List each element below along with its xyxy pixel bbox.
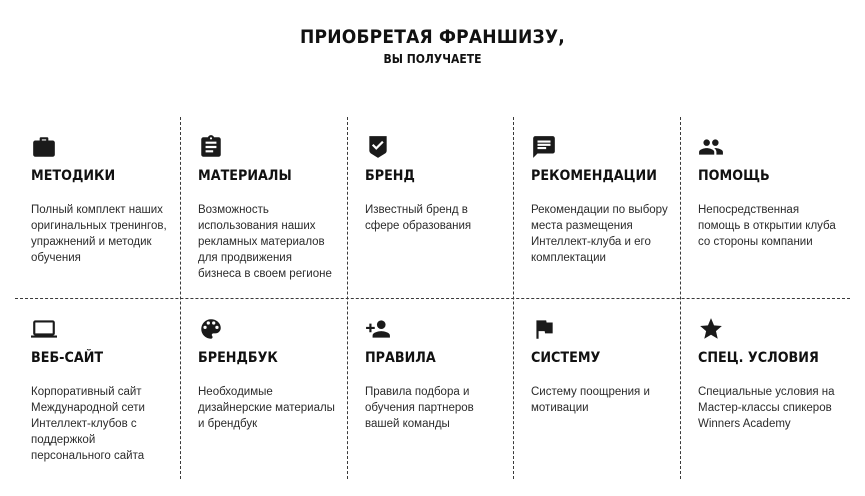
benefit-title: БРЕНД — [365, 168, 415, 184]
benefit-description: Необходимые дизайнерские материалы и брендбук — [198, 386, 335, 430]
benefit-title: РЕКОМЕНДАЦИИ — [531, 168, 657, 184]
benefit-description: Корпоративный сайт Международной сети Интеллект-клубов с поддержкой персонального сайта — [31, 386, 145, 462]
benefit-title: МЕТОДИКИ — [31, 168, 116, 184]
benefit-description: Непосредственная помощь в открытии клуба со стороны компании — [698, 204, 836, 248]
palette-icon — [198, 316, 224, 342]
benefit-card-recommendations — [531, 134, 681, 266]
page-title: ПРИОБРЕТАЯ ФРАНШИЗУ, — [300, 26, 565, 48]
benefit-title: БРЕНДБУК — [198, 350, 278, 366]
briefcase-icon — [31, 134, 57, 160]
benefit-description: Известный бренд в сфере образования — [365, 204, 472, 232]
benefit-description: Возможность использования наших рекламных материалов для продвижения бизнеса в своем регионе — [198, 204, 332, 280]
benefit-title: ПОМОЩЬ — [698, 168, 770, 184]
benefits-grid — [15, 117, 850, 479]
benefit-card-methods — [31, 134, 181, 266]
flag-icon — [531, 316, 557, 342]
benefit-title: СПЕЦ. УСЛОВИЯ — [698, 350, 819, 366]
people-icon — [698, 134, 724, 160]
page-subtitle: ВЫ ПОЛУЧАЕТЕ — [383, 52, 482, 66]
benefit-description: Правила подбора и обучения партнеров вашей команды — [365, 386, 474, 430]
benefit-card-materials — [198, 134, 348, 282]
benefit-card-system — [531, 316, 681, 416]
benefit-title: ВЕБ-САЙТ — [31, 350, 104, 366]
benefit-description: Полный комплект наших оригинальных тренингов, упражнений и методик обучения — [31, 204, 167, 264]
benefit-title: МАТЕРИАЛЫ — [198, 168, 292, 184]
star-icon — [698, 316, 724, 342]
benefit-card-website — [31, 316, 181, 464]
benefit-card-brandbook — [198, 316, 348, 432]
benefit-card-rules — [365, 316, 515, 432]
row-divider — [15, 298, 850, 299]
benefit-title: СИСТЕМУ — [531, 350, 601, 366]
message-icon — [531, 134, 557, 160]
benefit-description: Специальные условия на Мастер-классы спикеров Winners Academy — [698, 386, 835, 430]
clipboard-icon — [198, 134, 224, 160]
benefit-description: Систему поощрения и мотивации — [531, 386, 650, 414]
benefit-description: Рекомендации по выбору места размещения Интеллект-клуба и его комплектации — [531, 204, 668, 264]
page-header — [0, 24, 865, 67]
verified-shield-icon — [365, 134, 391, 160]
benefit-card-special-conditions — [698, 316, 848, 432]
benefit-card-help — [698, 134, 848, 250]
benefit-card-brand — [365, 134, 515, 234]
laptop-icon — [31, 316, 57, 342]
add-person-icon — [365, 316, 391, 342]
benefit-title: ПРАВИЛА — [365, 350, 436, 366]
